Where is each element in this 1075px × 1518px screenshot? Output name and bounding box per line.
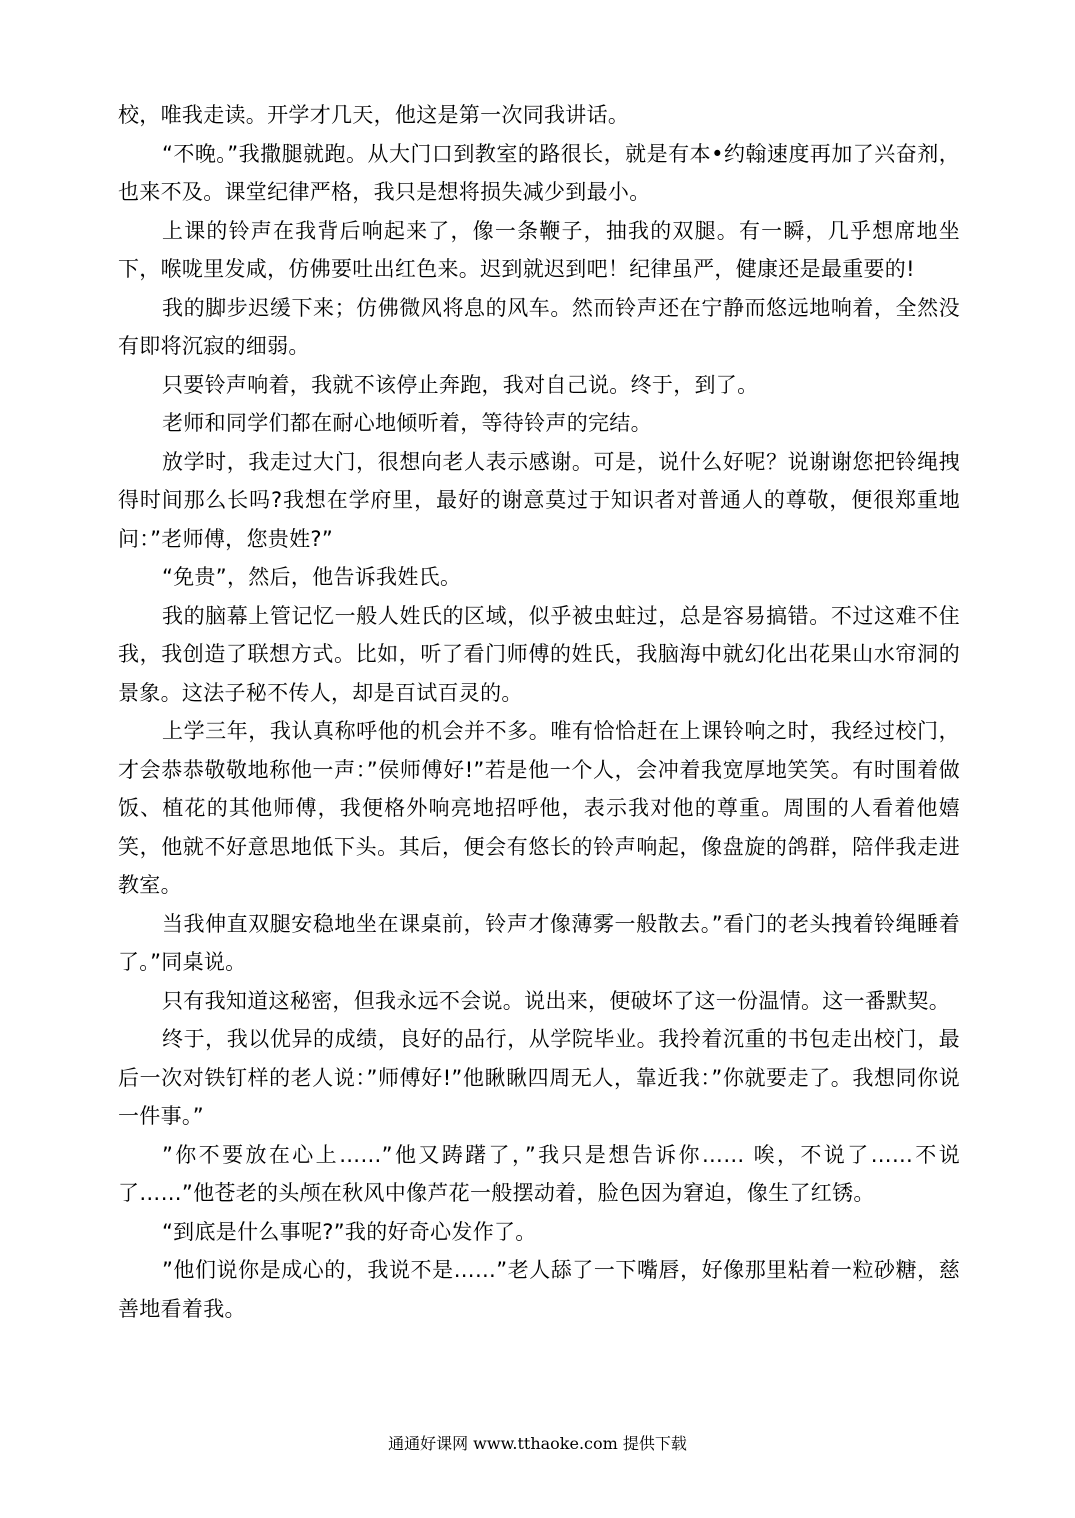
paragraph: ”你不要放在心上……”他又踌躇了，”我只是想告诉你…… 唉，不说了……不说了……”他苍老的头颅在秋风中像芦花一般摆动着，脸色因为窘迫，像生了红锈。 [118, 1142, 960, 1205]
paragraph: 当我伸直双腿安稳地坐在课桌前，铃声才像薄雾一般散去。”看门的老头拽着铃绳睡着了。”同桌说。 [118, 911, 960, 974]
paragraph: 我的脑幕上管记忆一般人姓氏的区域，似乎被虫蛀过，总是容易搞错。不过这难不住我，我创造了联想方式。比如，听了看门师傅的姓氏，我脑海中就幻化出花果山水帘洞的景象。这法子秘不传人，却是百试百灵的。 [118, 603, 960, 705]
paragraph: 只有我知道这秘密，但我永远不会说。说出来，便破坏了这一份温情。这一番默契。 [162, 988, 951, 1013]
paragraph: 终于，我以优异的成绩，良好的品行，从学院毕业。我拎着沉重的书包走出校门，最后一次对铁钉样的老人说：”师傅好!”他瞅瞅四周无人，靠近我：”你就要走了。我想同你说一件事。” [118, 1027, 960, 1128]
paragraph: “不晚。”我撒腿就跑。从大门口到教室的路很长，就是有本•约翰速度再加了兴奋剂，也来不及。课堂纪律严格，我只是想将损失减少到最小。 [118, 141, 960, 204]
paragraph: 校，唯我走读。开学才几天，他这是第一次同我讲话。 [118, 103, 630, 127]
paragraph: 我的脚步迟缓下来；仿佛微风将息的风车。然而铃声还在宁静而悠远地响着，全然没有即将沉寂的细弱。 [118, 295, 960, 358]
article-body [118, 96, 960, 1328]
paragraph: “免贵”，然后，他告诉我姓氏。 [162, 565, 462, 589]
paragraph: ”他们说你是成心的，我说不是……”老人舔了一下嘴唇，好像那里粘着一粒砂糖，慈善地看着我。 [118, 1258, 960, 1321]
paragraph: 上课的铃声在我背后响起来了，像一条鞭子，抽我的双腿。有一瞬，几乎想席地坐下，喉咙里发咸，仿佛要吐出红色来。迟到就迟到吧！纪律虽严，健康还是最重要的! [118, 218, 960, 281]
paragraph: “到底是什么事呢?”我的好奇心发作了。 [162, 1219, 537, 1244]
page-footer: 通通好课网 www.tthaoke.com 提供下载 [388, 1434, 687, 1453]
paragraph: 上学三年，我认真称呼他的机会并不多。唯有恰恰赶在上课铃响之时，我经过校门，才会恭恭敬敬地称他一声：”侯师傅好!”若是他一个人，会冲着我宽厚地笑笑。有时围着做饭、植花的其他师傅，我便格外响亮地招呼他，表示我对他的尊重。周围的人看着他嬉笑，他就不好意思地低下头。其后，便会有悠长的铃声响起，像盘旋的鸽群，陪伴我走进教室。 [118, 719, 960, 897]
paragraph: 只要铃声响着，我就不该停止奔跑，我对自己说。终于，到了。 [162, 372, 759, 397]
paragraph: 放学时，我走过大门，很想向老人表示感谢。可是，说什么好呢？说谢谢您把铃绳拽得时间那么长吗?我想在学府里，最好的谢意莫过于知识者对普通人的尊敬，便很郑重地问：”老师傅，您贵姓?” [118, 449, 960, 551]
paragraph: 老师和同学们都在耐心地倾听着，等待铃声的完结。 [162, 411, 652, 435]
